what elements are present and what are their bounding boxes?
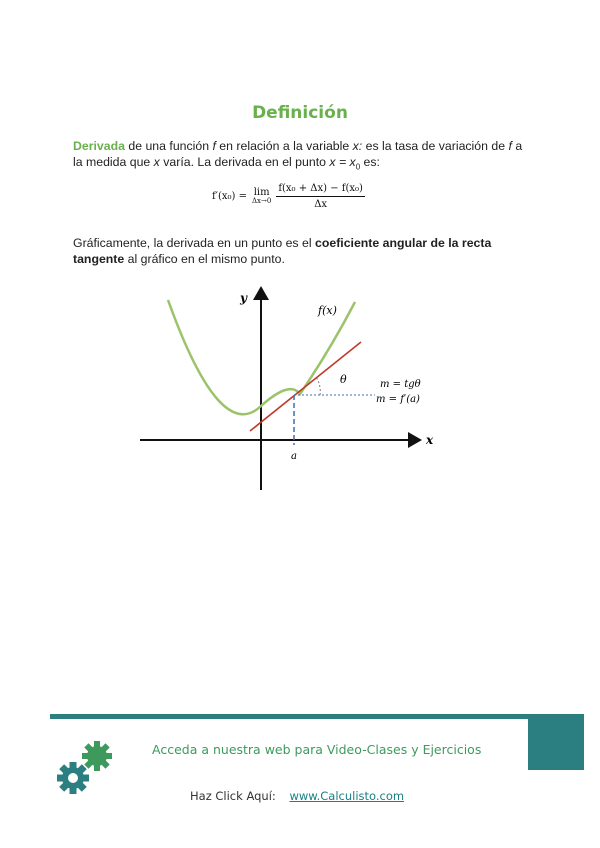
tangent-line xyxy=(250,342,361,431)
text-segment: es la tasa de variación de xyxy=(362,139,509,153)
footer-promo-text: Acceda a nuestra web para Video-Clases y Ejercicios xyxy=(152,742,482,757)
formula-lhs: f′(x₀) = xyxy=(212,191,247,202)
var-f: f xyxy=(212,139,216,153)
angle-label: θ xyxy=(340,373,347,386)
text-segment: varía. La derivada en el punto xyxy=(159,155,330,169)
lim-text: lim xyxy=(253,186,270,198)
var-f: f xyxy=(508,139,512,153)
bold-phrase: coeficiente angular de la recta tangente xyxy=(73,236,492,266)
page-title: Definición xyxy=(252,103,348,123)
footer-link-row xyxy=(190,789,404,803)
x-axis-label: x xyxy=(426,433,434,447)
point-a-label: a xyxy=(291,451,297,462)
angle-arc xyxy=(316,377,320,395)
limit-operator xyxy=(252,188,271,206)
text-segment: al gráfico en el mismo punto. xyxy=(124,252,285,266)
point-expression: x = x xyxy=(329,155,356,169)
fraction-denominator: Δx xyxy=(314,199,328,210)
text-segment: Gráficamente, la derivada en un punto es el xyxy=(73,236,315,250)
graphical-paragraph xyxy=(73,235,533,267)
footer-link-label: Haz Click Aquí: xyxy=(190,789,276,803)
var-x: x: xyxy=(352,139,363,153)
text-segment: en relación a la variable xyxy=(215,139,353,153)
slope-formula-2: m = f′(a) xyxy=(376,394,420,405)
fraction-numerator: f(x₀ + Δx) − f(x₀) xyxy=(276,183,365,197)
var-x: x xyxy=(153,155,160,169)
term-derivada: Derivada xyxy=(73,139,125,153)
website-link[interactable]: www.Calculisto.com xyxy=(289,789,405,803)
text-segment: es: xyxy=(360,155,380,169)
curve-label: f(x) xyxy=(318,304,337,317)
text-segment: de una función xyxy=(124,139,213,153)
definition-paragraph xyxy=(73,138,533,175)
y-axis-label: y xyxy=(240,291,247,305)
lim-subscript: Δx→0 xyxy=(251,196,272,205)
fraction xyxy=(276,183,365,210)
tangent-graph xyxy=(130,280,460,495)
text-segment: a la medida que xyxy=(73,139,523,169)
gears-icon xyxy=(55,738,115,798)
derivative-formula xyxy=(212,183,365,210)
slope-formula-1: m = tgθ xyxy=(380,379,421,390)
subscript: 0 xyxy=(355,162,361,172)
footer-band xyxy=(50,714,528,719)
footer-corner-block xyxy=(528,714,584,770)
